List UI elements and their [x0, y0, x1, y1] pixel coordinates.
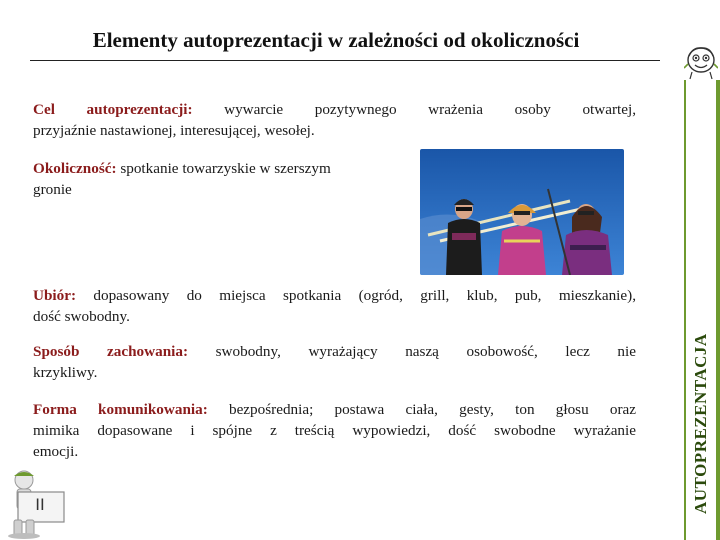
circumstance-paragraph — [33, 158, 408, 200]
robot-sign-label: II — [35, 495, 45, 514]
sidebar-label: AUTOPREZENTACJA — [691, 333, 710, 514]
skiers-photo — [420, 149, 624, 275]
goal-text-line2: przyjaźnie nastawionej, interesującej, wesołej. — [33, 122, 315, 139]
behavior-text-line1: swobodny, wyrażający naszą osobowość, lecz nie — [188, 343, 636, 360]
communication-text-line2: mimika dopasowane i spójne z treścią wypowiedzi, dość swobodne wyrażanie — [33, 422, 636, 439]
attire-text-line1: dopasowany do miejsca spotkania (ogród, grill, klub, pub, mieszkanie), — [76, 287, 636, 304]
goal-paragraph — [33, 99, 636, 141]
communication-paragraph — [33, 399, 636, 462]
title-underline — [30, 60, 660, 61]
sidebar-bar — [684, 80, 720, 540]
attire-text-line2: dość swobodny. — [33, 308, 130, 325]
communication-label: Forma komunikowania: — [33, 401, 208, 418]
circumstance-label: Okoliczność: — [33, 160, 117, 177]
attire-label: Ubiór: — [33, 287, 77, 304]
behavior-text-line2: krzykliwy. — [33, 364, 98, 381]
cartoon-face-icon — [684, 44, 718, 80]
circumstance-text-line2: gronie — [33, 181, 72, 198]
goal-label: Cel autoprezentacji: — [33, 101, 193, 118]
circumstance-text-line1: spotkanie towarzyskie w szerszym — [116, 160, 331, 177]
communication-text-line1: bezpośrednia; postawa ciała, gesty, ton głosu oraz — [207, 401, 636, 418]
behavior-label: Sposób zachowania: — [33, 343, 189, 360]
slide-title: Elementy autoprezentacji w zależności od okoliczności — [92, 28, 580, 52]
behavior-paragraph — [33, 341, 636, 383]
goal-text-line1: wywarcie pozytywnego wrażenia osoby otwartej, — [192, 101, 636, 118]
communication-text-line3: emocji. — [33, 443, 79, 460]
attire-paragraph — [33, 285, 636, 327]
